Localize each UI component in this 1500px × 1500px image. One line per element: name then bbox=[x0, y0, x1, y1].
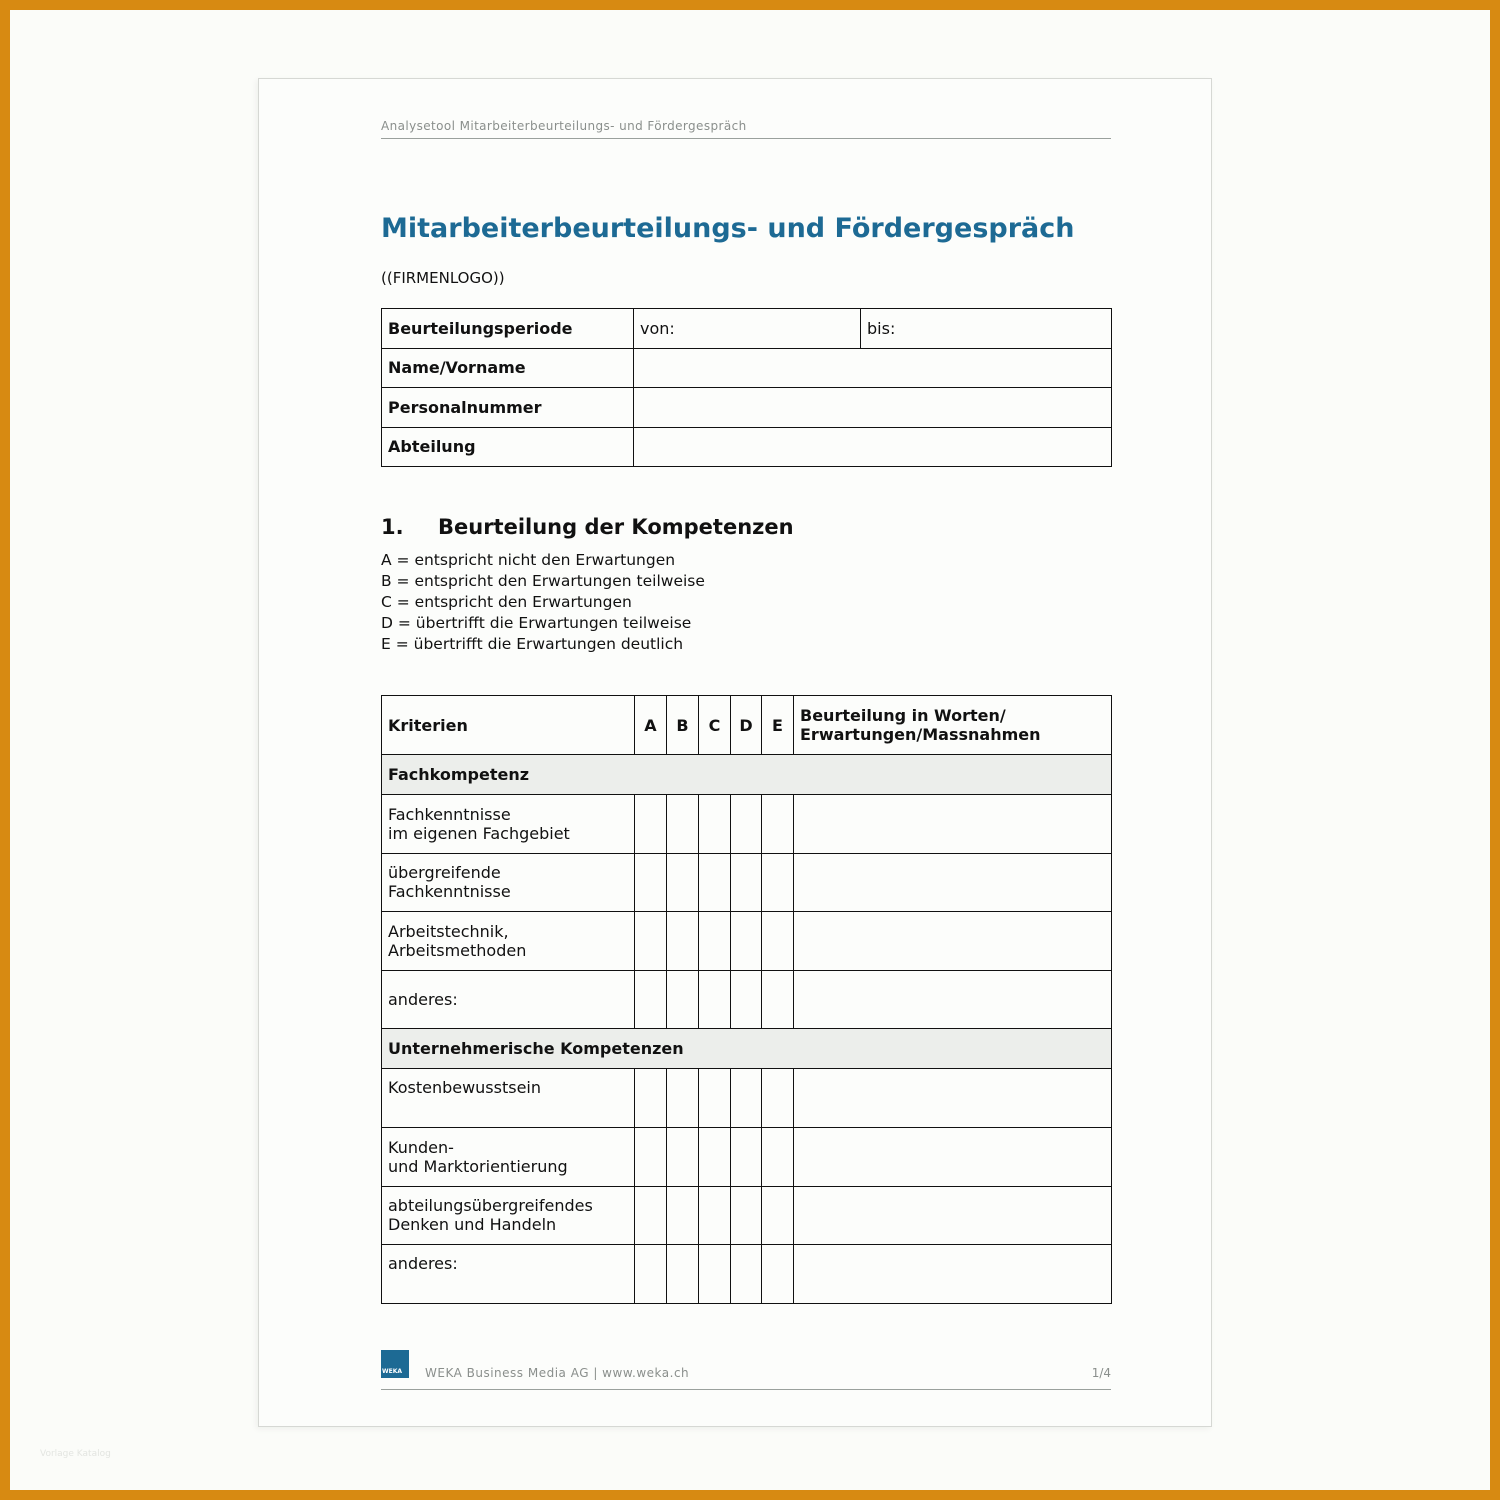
period-to-field[interactable]: bis: bbox=[861, 309, 1112, 349]
comment-cell[interactable] bbox=[794, 1069, 1112, 1128]
criteria-label bbox=[382, 1069, 635, 1128]
personnel-number-field[interactable] bbox=[634, 388, 1112, 428]
criteria-label bbox=[382, 970, 635, 1029]
rating-cell-b[interactable] bbox=[667, 912, 699, 971]
running-header: Analysetool Mitarbeiterbeurteilungs- und Fördergespräch bbox=[381, 119, 1111, 139]
comment-cell[interactable] bbox=[794, 1127, 1112, 1186]
criteria-label bbox=[382, 1127, 635, 1186]
rating-cell-b[interactable] bbox=[667, 970, 699, 1029]
rating-cell-c[interactable] bbox=[699, 970, 731, 1029]
rating-cell-c[interactable] bbox=[699, 912, 731, 971]
criteria-label bbox=[382, 1186, 635, 1245]
criteria-label-line: anderes: bbox=[388, 990, 458, 1010]
period-label: Beurteilungsperiode bbox=[382, 309, 634, 349]
rating-cell-e[interactable] bbox=[762, 1186, 794, 1245]
criteria-label-line: Fachkenntnisse bbox=[388, 882, 511, 902]
criteria-label-line: Fachkenntnisse bbox=[388, 804, 511, 824]
criteria-row bbox=[382, 795, 1112, 854]
rating-header-e: E bbox=[762, 696, 794, 755]
info-row-personnel bbox=[382, 388, 1112, 428]
legend-item: A = entspricht nicht den Erwartungen bbox=[381, 551, 676, 569]
rating-cell-a[interactable] bbox=[635, 1245, 667, 1304]
rating-cell-e[interactable] bbox=[762, 853, 794, 912]
criteria-label-line: anderes: bbox=[388, 1254, 458, 1274]
criteria-row bbox=[382, 853, 1112, 912]
rating-cell-d[interactable] bbox=[731, 1245, 762, 1304]
criteria-label-line: Arbeitstechnik, bbox=[388, 921, 509, 941]
criteria-row bbox=[382, 1127, 1112, 1186]
rating-cell-b[interactable] bbox=[667, 1245, 699, 1304]
page-number: 1/4 bbox=[1091, 1366, 1111, 1380]
comment-cell[interactable] bbox=[794, 795, 1112, 854]
rating-cell-b[interactable] bbox=[667, 1069, 699, 1128]
criteria-label-line: im eigenen Fachgebiet bbox=[388, 823, 570, 843]
rating-cell-a[interactable] bbox=[635, 795, 667, 854]
rating-cell-b[interactable] bbox=[667, 1186, 699, 1245]
rating-cell-a[interactable] bbox=[635, 1069, 667, 1128]
rating-cell-a[interactable] bbox=[635, 1186, 667, 1245]
comment-cell[interactable] bbox=[794, 1245, 1112, 1304]
rating-cell-d[interactable] bbox=[731, 853, 762, 912]
rating-cell-c[interactable] bbox=[699, 1186, 731, 1245]
rating-cell-d[interactable] bbox=[731, 1186, 762, 1245]
rating-cell-b[interactable] bbox=[667, 1127, 699, 1186]
rating-cell-c[interactable] bbox=[699, 795, 731, 854]
group-row-fachkompetenz bbox=[382, 755, 1112, 795]
group-label: Unternehmerische Kompetenzen bbox=[382, 1029, 1112, 1069]
rating-header-b: B bbox=[667, 696, 699, 755]
rating-cell-a[interactable] bbox=[635, 853, 667, 912]
rating-cell-d[interactable] bbox=[731, 970, 762, 1029]
info-table bbox=[381, 308, 1112, 467]
comment-header-line2: Erwartungen/Massnahmen bbox=[800, 725, 1041, 744]
rating-cell-c[interactable] bbox=[699, 853, 731, 912]
section-title: Beurteilung der Kompetenzen bbox=[438, 515, 794, 539]
footer-divider bbox=[381, 1389, 1111, 1390]
period-from-field[interactable]: von: bbox=[634, 309, 861, 349]
rating-cell-d[interactable] bbox=[731, 795, 762, 854]
legend-item: E = übertrifft die Erwartungen deutlich bbox=[381, 635, 684, 653]
rating-table bbox=[381, 695, 1112, 1304]
criteria-label bbox=[382, 912, 635, 971]
rating-cell-e[interactable] bbox=[762, 1127, 794, 1186]
rating-cell-d[interactable] bbox=[731, 1069, 762, 1128]
criteria-header: Kriterien bbox=[382, 696, 635, 755]
rating-cell-e[interactable] bbox=[762, 1069, 794, 1128]
criteria-row bbox=[382, 1245, 1112, 1304]
legend-item: D = übertrifft die Erwartungen teilweise bbox=[381, 614, 692, 632]
comment-header-line1: Beurteilung in Worten/ bbox=[800, 706, 1006, 725]
info-row-period bbox=[382, 309, 1112, 349]
section-number: 1. bbox=[381, 515, 404, 539]
comment-cell[interactable] bbox=[794, 1186, 1112, 1245]
weka-logo: WEKA bbox=[381, 1350, 409, 1378]
rating-legend bbox=[381, 550, 705, 655]
rating-cell-d[interactable] bbox=[731, 1127, 762, 1186]
criteria-label bbox=[382, 853, 635, 912]
table-header-row bbox=[382, 696, 1112, 755]
criteria-row bbox=[382, 1069, 1112, 1128]
criteria-label bbox=[382, 1245, 635, 1304]
criteria-label-line: Denken und Handeln bbox=[388, 1215, 557, 1235]
rating-cell-a[interactable] bbox=[635, 970, 667, 1029]
legend-item: B = entspricht den Erwartungen teilweise bbox=[381, 572, 705, 590]
footer-company: WEKA Business Media AG | www.weka.ch bbox=[425, 1366, 690, 1380]
rating-cell-e[interactable] bbox=[762, 1245, 794, 1304]
info-row-department bbox=[382, 427, 1112, 467]
section-heading bbox=[381, 515, 794, 539]
rating-cell-c[interactable] bbox=[699, 1069, 731, 1128]
comment-cell[interactable] bbox=[794, 970, 1112, 1029]
criteria-label-line: Kunden- bbox=[388, 1137, 454, 1157]
comment-cell[interactable] bbox=[794, 912, 1112, 971]
criteria-label-line: abteilungsübergreifendes bbox=[388, 1196, 593, 1216]
document-title: Mitarbeiterbeurteilungs- und Fördergespräch bbox=[381, 213, 1075, 244]
rating-header-a: A bbox=[635, 696, 667, 755]
rating-cell-b[interactable] bbox=[667, 853, 699, 912]
name-label: Name/Vorname bbox=[382, 348, 634, 388]
criteria-label-line: Kostenbewusstsein bbox=[388, 1078, 542, 1098]
watermark: Vorlage Katalog bbox=[40, 1449, 111, 1459]
name-field[interactable] bbox=[634, 348, 1112, 388]
rating-header-d: D bbox=[731, 696, 762, 755]
group-label: Fachkompetenz bbox=[382, 755, 1112, 795]
rating-cell-d[interactable] bbox=[731, 912, 762, 971]
group-row-unternehmerisch bbox=[382, 1029, 1112, 1069]
rating-cell-c[interactable] bbox=[699, 1127, 731, 1186]
criteria-label-line: übergreifende bbox=[388, 863, 501, 883]
criteria-label bbox=[382, 795, 635, 854]
comment-header bbox=[794, 696, 1112, 755]
comment-cell[interactable] bbox=[794, 853, 1112, 912]
rating-cell-a[interactable] bbox=[635, 912, 667, 971]
rating-cell-e[interactable] bbox=[762, 795, 794, 854]
personnel-number-label: Personalnummer bbox=[382, 388, 634, 428]
legend-item: C = entspricht den Erwartungen bbox=[381, 593, 632, 611]
rating-cell-c[interactable] bbox=[699, 1245, 731, 1304]
company-logo-placeholder: ((FIRMENLOGO)) bbox=[381, 269, 505, 287]
criteria-row bbox=[382, 912, 1112, 971]
department-field[interactable] bbox=[634, 427, 1112, 467]
rating-header-c: C bbox=[699, 696, 731, 755]
rating-cell-e[interactable] bbox=[762, 912, 794, 971]
rating-cell-a[interactable] bbox=[635, 1127, 667, 1186]
department-label: Abteilung bbox=[382, 427, 634, 467]
criteria-row bbox=[382, 970, 1112, 1029]
rating-cell-b[interactable] bbox=[667, 795, 699, 854]
criteria-label-line: und Marktorientierung bbox=[388, 1156, 568, 1176]
criteria-row bbox=[382, 1186, 1112, 1245]
rating-cell-e[interactable] bbox=[762, 970, 794, 1029]
document-page bbox=[258, 78, 1212, 1427]
info-row-name bbox=[382, 348, 1112, 388]
criteria-label-line: Arbeitsmethoden bbox=[388, 940, 527, 960]
